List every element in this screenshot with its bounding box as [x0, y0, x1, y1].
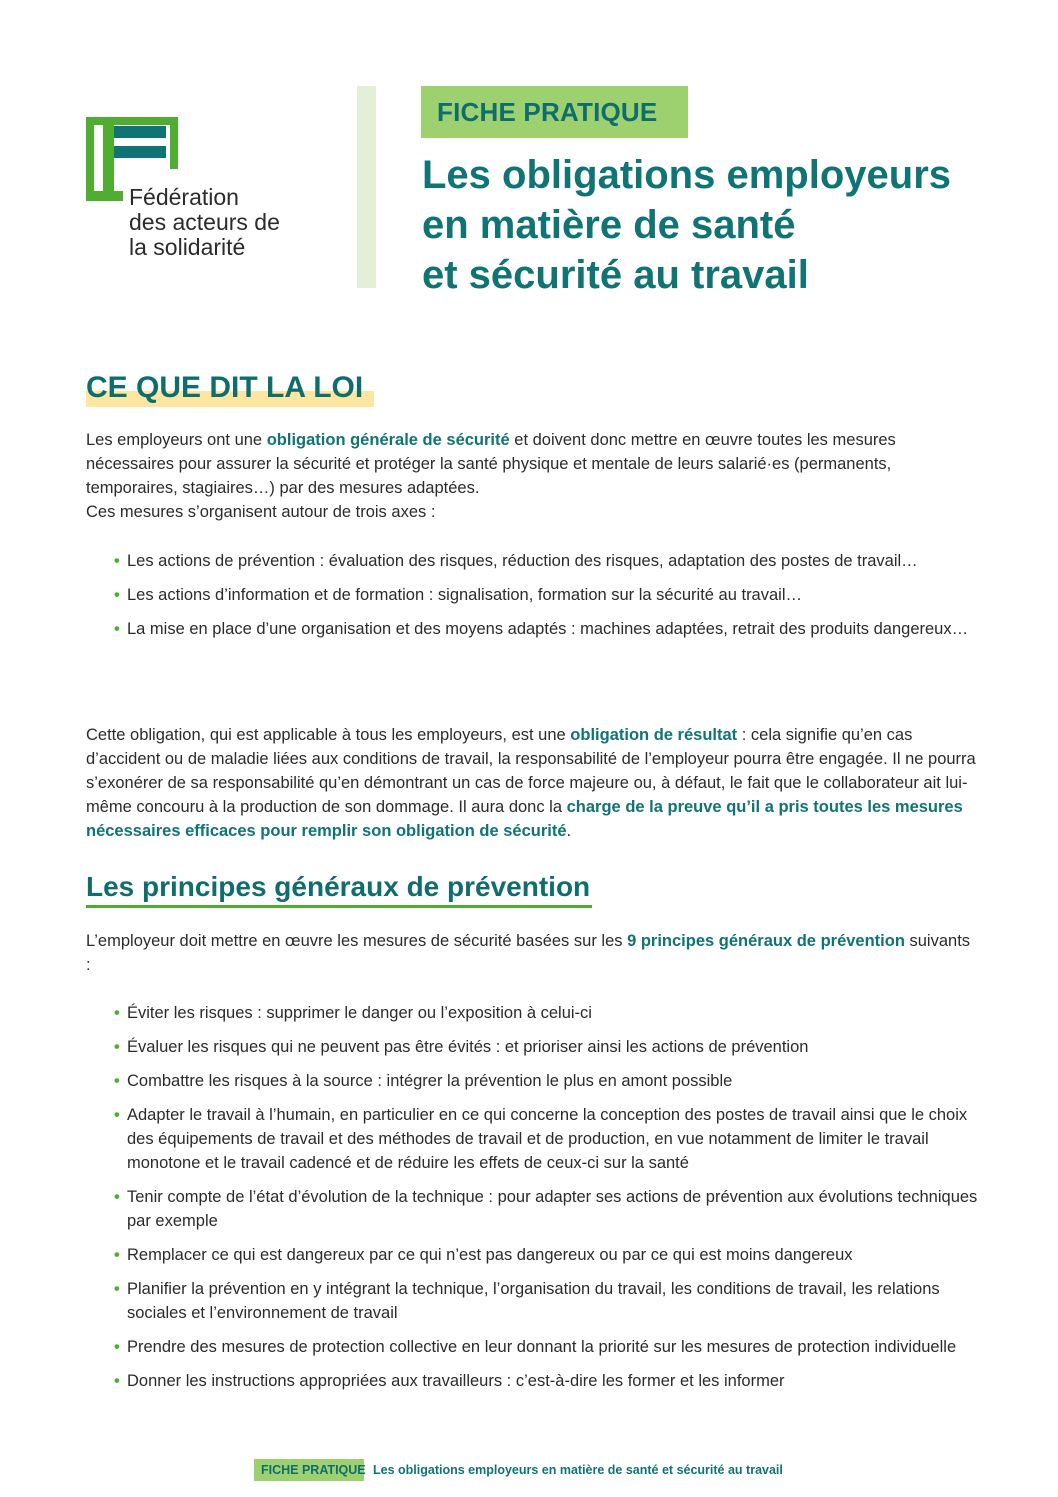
section-heading-principes: Les principes généraux de prévention	[86, 871, 591, 902]
axes-list	[114, 549, 984, 641]
header-divider	[357, 86, 376, 288]
section-heading-loi-text: CE QUE DIT LA LOI	[86, 371, 364, 404]
footer-tag	[254, 1459, 364, 1481]
intro-bold: obligation générale de sécurité	[266, 431, 510, 449]
intro-text-b: et doivent donc mettre en œuvre toutes les mesures nécessaires pour assurer la sécurité et protéger la santé physique et mentale de leurs salarié·es (permanents, temporaires, stagiaires…) par des mesures adaptées.	[86, 431, 896, 497]
result-paragraph	[86, 723, 976, 843]
list-item: • La mise en place d’une organisation et des moyens adaptés : machines adaptées, retrait des produits dangereux…	[114, 617, 984, 641]
list-item: • Combattre les risques à la source : intégrer la prévention le plus en amont possible	[114, 1069, 984, 1093]
list-item: • Adapter le travail à l’humain, en particulier en ce qui concerne la conception des postes de travail ainsi que le choix des équipements de travail et des méthodes de travail et de production, en vue notamment de limiter le travail monotone et le travail cadencé et de réduire les effets de ceux-ci sur la santé	[114, 1103, 984, 1175]
principles-list	[114, 1001, 984, 1393]
list-item: • Les actions de prévention : évaluation des risques, réduction des risques, adaptation des postes de travail…	[114, 549, 984, 573]
result-text-a: Cette obligation, qui est applicable à tous les employeurs, est une	[86, 726, 571, 744]
fiche-pratique-tag	[421, 86, 688, 138]
title-line-1: Les obligations employeurs	[422, 153, 952, 197]
logo-line-1: Fédération	[129, 184, 239, 210]
logo-line-2: des acteurs de	[129, 209, 280, 235]
federation-logo	[86, 117, 346, 267]
logo-text	[129, 185, 280, 260]
result-bold-2: charge de la preuve qu’il a pris toutes les mesures nécessaires efficaces pour remplir son obligation de sécurité	[86, 798, 963, 840]
heading-underline	[86, 905, 592, 908]
result-text-b: : cela signifie qu’en cas d’accident ou de maladie liées aux conditions de travail, la responsabilité de l’employeur pourra être engagée. Il ne pourra s’exonérer de sa responsabilité qu’en démontrant un cas de force majeure ou, à défaut, le fait que le collaborateur ait lui-même concouru à la production de son dommage. Il aura donc la	[86, 726, 976, 816]
intro-paragraph	[86, 428, 976, 524]
list-item: • Les actions d’information et de formation : signalisation, formation sur la sécurité au travail…	[114, 583, 984, 607]
page-title	[422, 150, 1042, 300]
principles-intro	[86, 929, 976, 977]
list-item: • Évaluer les risques qui ne peuvent pas être évités : et prioriser ainsi les actions de prévention	[114, 1035, 984, 1059]
intro-text-c: Ces mesures s’organisent autour de trois axes :	[86, 503, 436, 521]
list-item: • Donner les instructions appropriées aux travailleurs : c’est-à-dire les former et les informer	[114, 1369, 984, 1393]
list-item: • Planifier la prévention en y intégrant la technique, l’organisation du travail, les conditions de travail, les relations sociales et l’environnement de travail	[114, 1277, 984, 1325]
fiche-pratique-label: FICHE PRATIQUE	[437, 97, 658, 127]
list-item: • Éviter les risques : supprimer le danger ou l’exposition à celui-ci	[114, 1001, 984, 1025]
list-item: • Remplacer ce qui est dangereux par ce qui n’est pas dangereux ou par ce qui est moins dangereux	[114, 1243, 984, 1267]
title-line-3: et sécurité au travail	[422, 253, 809, 297]
footer-tag-label: FICHE PRATIQUE	[261, 1463, 366, 1477]
intro-text-a: Les employeurs ont une	[86, 431, 267, 449]
list-item: • Tenir compte de l’état d’évolution de la technique : pour adapter ses actions de prévention aux évolutions techniques par exemple	[114, 1185, 984, 1233]
result-text-c: .	[566, 822, 572, 840]
section-heading-loi	[86, 371, 367, 405]
logo-line-3: la solidarité	[129, 234, 246, 260]
title-line-2: en matière de santé	[422, 203, 796, 247]
principles-intro-a: L’employeur doit mettre en œuvre les mesures de sécurité basées sur les	[86, 932, 628, 950]
footer-title: Les obligations employeurs en matière de santé et sécurité au travail	[373, 1463, 783, 1477]
result-bold-1: obligation de résultat	[570, 726, 738, 744]
principles-intro-b: suivants :	[86, 932, 971, 974]
list-item: • Prendre des mesures de protection collective en leur donnant la priorité sur les mesures de protection individuelle	[114, 1335, 984, 1359]
principles-intro-bold: 9 principes généraux de prévention	[627, 932, 905, 950]
